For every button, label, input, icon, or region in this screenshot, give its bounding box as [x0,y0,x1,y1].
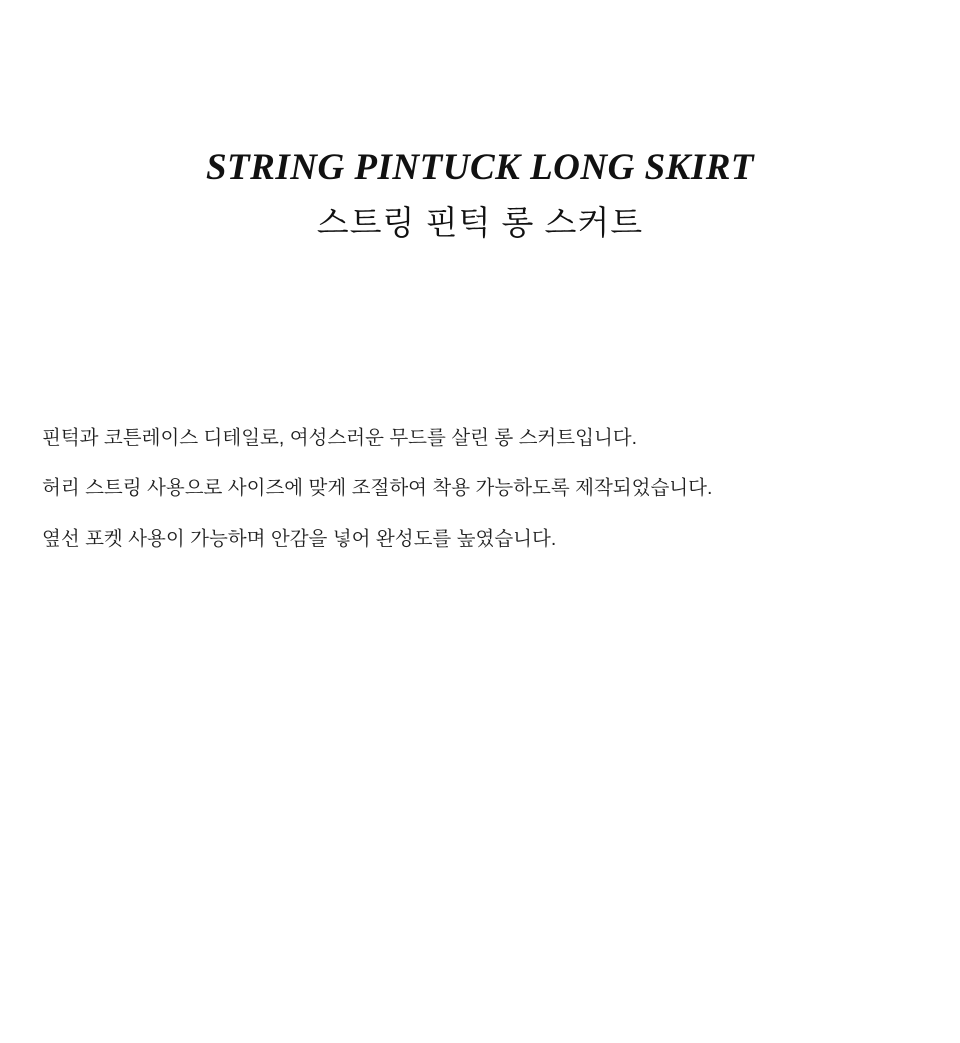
product-title-block [0,145,960,246]
product-description-block [42,424,922,553]
product-title-korean: 스트링 핀턱 롱 스커트 [316,204,644,242]
description-line: 옆선 포켓 사용이 가능하며 안감을 넣어 완성도를 높였습니다. [42,527,557,550]
description-line: 허리 스트링 사용으로 사이즈에 맞게 조절하여 착용 가능하도록 제작되었습니다. [42,477,713,500]
description-line: 핀턱과 코튼레이스 디테일로, 여성스러운 무드를 살린 롱 스커트입니다. [42,427,638,449]
product-title-english: STRING PINTUCK LONG SKIRT [205,147,755,188]
